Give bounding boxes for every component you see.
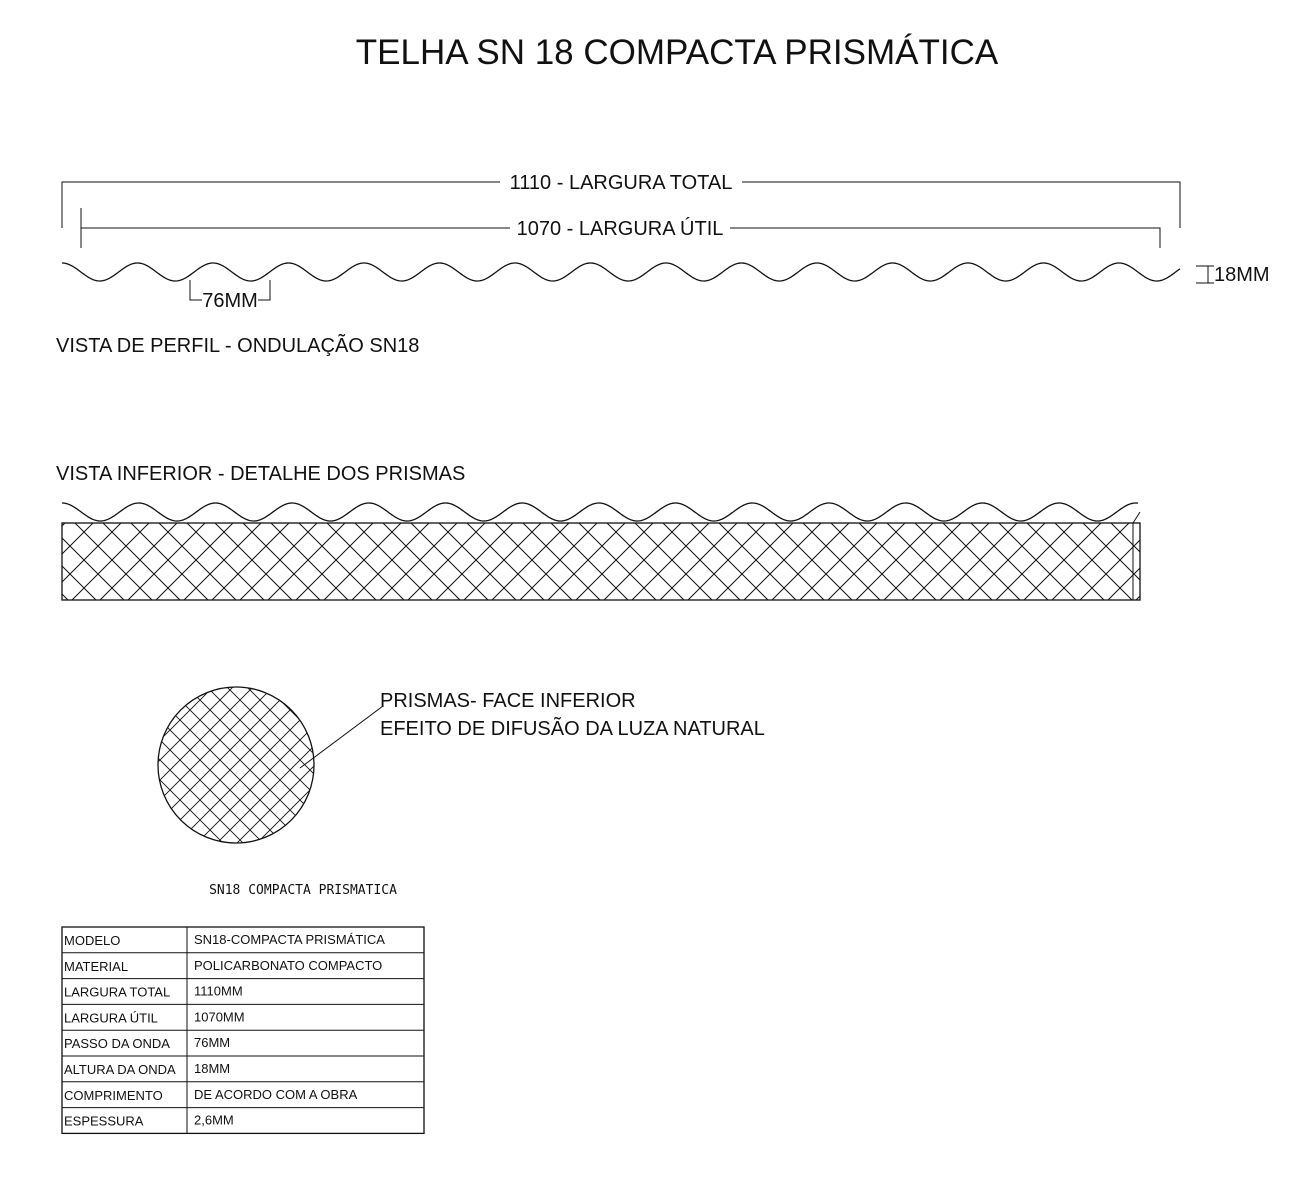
detail-caption: SN18 COMPACTA PRISMATICA — [209, 883, 397, 898]
spec-label: PASSO DA ONDA — [64, 1036, 170, 1052]
profile-wave — [62, 263, 1180, 281]
spec-value: 1110MM — [194, 983, 243, 999]
bottom-view-caption: VISTA INFERIOR - DETALHE DOS PRISMAS — [56, 463, 466, 485]
spec-value: 18MM — [194, 1061, 231, 1076]
spec-value: DE ACORDO COM A OBRA — [194, 1086, 358, 1102]
wave-height-dimension — [1196, 264, 1270, 286]
profile-view-caption: VISTA DE PERFIL - ONDULAÇÃO SN18 — [56, 335, 420, 357]
bottom-view-panel — [62, 512, 1140, 600]
spec-label: ALTURA DA ONDA — [64, 1062, 176, 1077]
spec-value: 76MM — [194, 1035, 231, 1051]
spec-value: SN18-COMPACTA PRISMÁTICA — [194, 932, 385, 947]
total-width-label: 1110 - LARGURA TOTAL — [509, 172, 733, 194]
wave-pitch-dimension — [190, 280, 270, 312]
callout-line-1: PRISMAS- FACE INFERIOR — [380, 690, 636, 712]
useful-width-label: 1070 - LARGURA ÚTIL — [516, 218, 724, 240]
wave-height-label: 18MM — [1214, 264, 1270, 286]
prism-detail-circle — [150, 680, 322, 852]
spec-label: LARGURA ÚTIL — [64, 1010, 158, 1026]
spec-label: LARGURA TOTAL — [64, 984, 171, 1000]
page-title: TELHA SN 18 COMPACTA PRISMÁTICA — [355, 33, 999, 72]
spec-label: ESPESSURA — [64, 1113, 144, 1129]
callout-line-2: EFEITO DE DIFUSÃO DA LUZA NATURAL — [380, 718, 765, 740]
spec-label: MODELO — [64, 933, 121, 948]
spec-label: COMPRIMENTO — [64, 1087, 163, 1103]
wave-pitch-label: 76MM — [202, 290, 258, 312]
spec-value: 1070MM — [194, 1009, 245, 1025]
bottom-view-wave — [62, 503, 1138, 521]
spec-value: POLICARBONATO COMPACTO — [194, 957, 383, 973]
specs-table — [62, 927, 424, 1133]
callout-leader-line — [300, 706, 383, 768]
spec-label: MATERIAL — [64, 958, 129, 974]
useful-width-dimension — [81, 208, 1160, 248]
spec-value: 2,6MM — [194, 1112, 234, 1128]
